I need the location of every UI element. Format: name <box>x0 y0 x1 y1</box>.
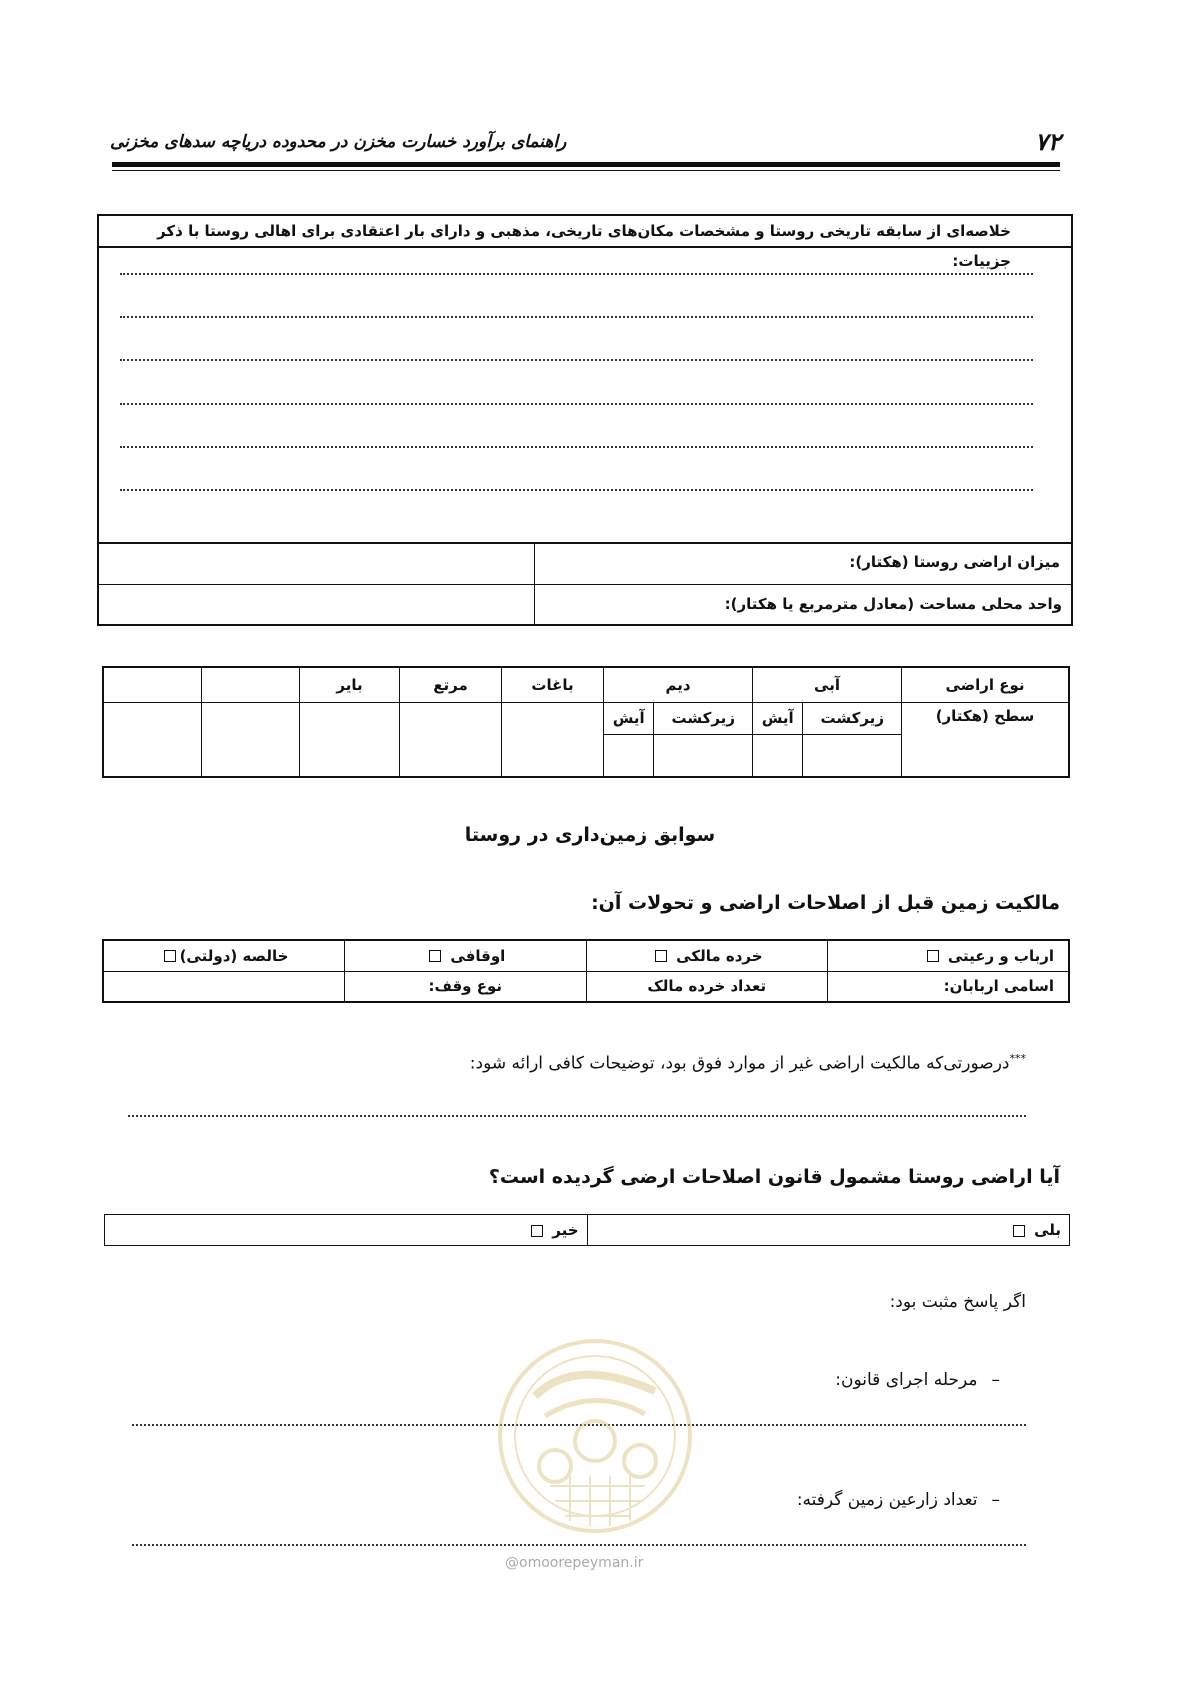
header-gardens: باغات <box>502 667 604 702</box>
option-endowment-label: اوقافی <box>450 946 506 965</box>
checkbox-icon[interactable] <box>927 950 939 962</box>
endowment-type-label: نوع وقف: <box>345 971 587 1002</box>
dotted-line[interactable] <box>120 489 1033 491</box>
ownership-table <box>102 939 1070 1003</box>
option-landlord-label: ارباب و رعیتی <box>947 946 1054 965</box>
watermark-url-text: omoorepeyman.ir <box>519 1555 644 1571</box>
farmers-dotted-line[interactable] <box>132 1544 1026 1546</box>
landlord-names-label: اسامی اربابان: <box>828 971 1070 1002</box>
box1-divider <box>99 542 1071 544</box>
option-smallholder-label: خرده مالکی <box>676 946 763 965</box>
watermark-seal-icon <box>495 1336 695 1536</box>
header-empty <box>202 667 300 702</box>
state-empty-cell[interactable] <box>103 971 345 1002</box>
reform-yes-no-table <box>104 1214 1070 1246</box>
dash: – <box>991 1370 1000 1390</box>
row-area-label: سطح (هکتار) <box>902 702 1070 777</box>
section-title: سوابق زمین‌داری در روستا <box>464 824 716 846</box>
header-rainfed: دیم <box>604 667 753 702</box>
land-area-field[interactable] <box>100 545 532 583</box>
header-fallow-land: بایر <box>300 667 400 702</box>
checkbox-icon[interactable] <box>429 950 441 962</box>
checkbox-icon[interactable] <box>655 950 667 962</box>
header-rule-thick <box>112 162 1060 167</box>
smallholder-count-label: تعداد خرده مالک <box>586 971 828 1002</box>
at-icon: @ <box>505 1555 519 1571</box>
sub-fallow: آیش <box>753 702 803 734</box>
book-title: راهنمای برآورد خسارت مخزن در محدوده دریاچه سدهای مخزنی <box>110 132 567 152</box>
option-state[interactable] <box>103 940 345 971</box>
note-stars: *** <box>1009 1052 1026 1065</box>
ownership-heading: مالکیت زمین قبل از اصلاحات اراضی و تحولات آن: <box>591 892 1060 914</box>
option-no[interactable] <box>105 1215 588 1246</box>
cell-empty[interactable] <box>103 702 202 777</box>
checkbox-icon[interactable] <box>1013 1225 1025 1237</box>
dotted-line[interactable] <box>120 403 1033 405</box>
cell-irrigated-fallow[interactable] <box>753 734 803 777</box>
ownership-note <box>300 1052 1026 1074</box>
option-landlord[interactable] <box>828 940 1070 971</box>
dash: – <box>991 1490 1000 1510</box>
checkbox-icon[interactable] <box>531 1225 543 1237</box>
reform-question: آیا اراضی روستا مشمول قانون اصلاحات ارضی گردیده است؟ <box>488 1166 1060 1188</box>
note-dotted-line[interactable] <box>128 1115 1026 1117</box>
local-unit-label: واحد محلی مساحت (معادل مترمربع یا هکتار): <box>724 595 1062 613</box>
sub-cultivated: زیرکشت <box>654 702 753 734</box>
cell-fallow-land[interactable] <box>300 702 400 777</box>
page-number: ۷۲ <box>1035 128 1061 156</box>
sub-fallow: آیش <box>604 702 654 734</box>
option-state-label: خالصه (دولتی) <box>179 946 289 965</box>
option-no-label: خیر <box>552 1221 579 1239</box>
land-area-label: میزان اراضی روستا (هکتار): <box>849 553 1060 571</box>
box1-column-divider <box>534 543 535 625</box>
cell-empty[interactable] <box>202 702 300 777</box>
cell-rainfed-cultivated[interactable] <box>654 734 753 777</box>
option-yes[interactable] <box>587 1215 1070 1246</box>
cell-pasture[interactable] <box>400 702 502 777</box>
dotted-line[interactable] <box>120 316 1033 318</box>
note-text: درصورتی‌که مالکیت اراضی غیر از موارد فوق بود، توضیحات کافی ارائه شود: <box>469 1053 1010 1074</box>
history-box-title: خلاصه‌ای از سابقه تاریخی روستا و مشخصات مکان‌های تاریخی، مذهبی و دارای بار اعتقادی برای اهالی روستا با ذکر جزییات: <box>99 216 1071 248</box>
stage-label: مرحله اجرای قانون: <box>835 1370 978 1390</box>
header-land-type: نوع اراضی <box>902 667 1070 702</box>
header-irrigated: آبی <box>753 667 902 702</box>
cell-gardens[interactable] <box>502 702 604 777</box>
cell-irrigated-cultivated[interactable] <box>803 734 902 777</box>
header-rule-thin <box>112 170 1060 171</box>
sub-cultivated: زیرکشت <box>803 702 902 734</box>
local-unit-field[interactable] <box>100 587 532 623</box>
checkbox-icon[interactable] <box>164 950 176 962</box>
farmers-count-label: تعداد زارعین زمین گرفته: <box>796 1490 978 1510</box>
header-pasture: مرتع <box>400 667 502 702</box>
box1-divider <box>99 584 1071 585</box>
dotted-line[interactable] <box>120 359 1033 361</box>
header-empty <box>103 667 202 702</box>
option-endowment[interactable] <box>345 940 587 971</box>
dotted-line[interactable] <box>120 446 1033 448</box>
land-type-table <box>102 666 1070 778</box>
option-yes-label: بلی <box>1034 1221 1061 1239</box>
option-smallholder[interactable] <box>586 940 828 971</box>
watermark-url <box>505 1555 643 1571</box>
dotted-line[interactable] <box>120 273 1033 275</box>
if-positive-label: اگر پاسخ مثبت بود: <box>889 1292 1026 1312</box>
cell-rainfed-fallow[interactable] <box>604 734 654 777</box>
